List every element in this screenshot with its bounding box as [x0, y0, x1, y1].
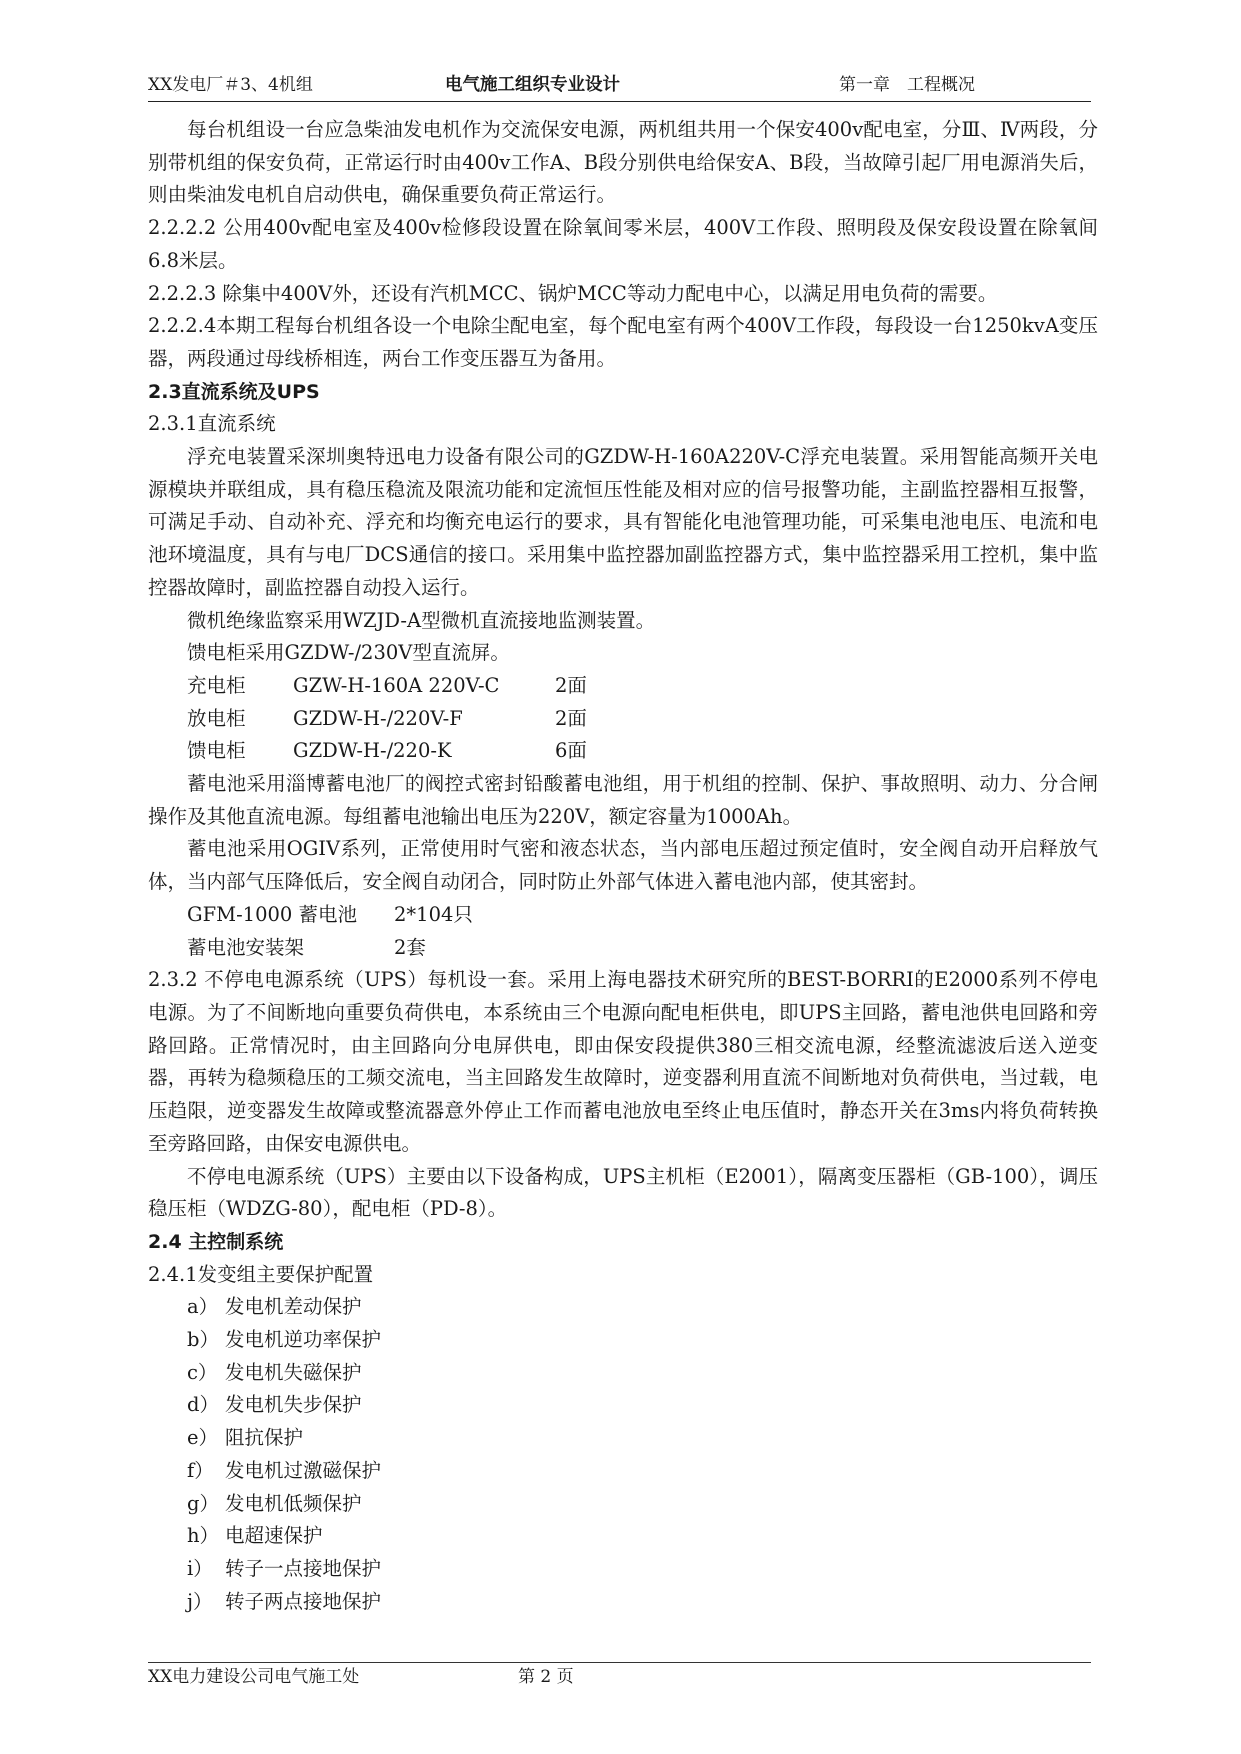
page-footer: [148, 1664, 1091, 1690]
list-marker: j）: [187, 1589, 213, 1613]
header-project: XX发电厂＃3、4机组: [148, 75, 313, 95]
paragraph: 2.3.2 不停电电源系统（UPS）每机设一套。采用上海电器技术研究所的BEST-BORRI的E2000系列不停电电源。为了不间断地向重要负荷供电，本系统由三个电源向配电柜供电，即UPS主回路，蓄电池供电回路和旁路回路。正常情况时，由主回路向分电屏供电，即由保安段提供380三相交流电源，经整流滤波后送入逆变器，再转为稳频稳压的工频交流电，当主回路发生故障时，逆变器利用直流不间断地对负荷供电，当过载，电压趋限，逆变器发生故障或整流器意外停止工作而蓄电池放电至终止电压值时，静态开关在3ms内将负荷转换至旁路回路，由保安电源供电。: [148, 968, 1098, 1155]
section-heading: 2.4 主控制系统: [148, 1230, 284, 1253]
list-marker: a）: [187, 1295, 219, 1319]
list-item: [148, 1357, 1098, 1390]
cabinet-qty: 6面: [555, 739, 587, 763]
cabinet-qty: 2面: [555, 706, 587, 730]
list-marker: i）: [187, 1556, 213, 1580]
list-marker: f）: [187, 1458, 214, 1482]
list-marker: g）: [187, 1491, 219, 1515]
header-title: 电气施工组织专业设计: [445, 75, 620, 95]
list-text: 阻抗保护: [225, 1426, 304, 1450]
list-item: [148, 1422, 1098, 1455]
paragraph: 2.2.2.2 公用400v配电室及400v检修段设置在除氧间零米层，400V工作段、照明段及保安段设置在除氧间6.8米层。: [148, 216, 1098, 272]
cabinet-row: [148, 703, 1098, 736]
paragraph: 每台机组设一台应急柴油发电机作为交流保安电源，两机组共用一个保安400v配电室，分Ⅲ、Ⅳ两段，分别带机组的保安负荷，正常运行时由400v工作A、B段分别供电给保安A、B段，当故障引起厂用电源消失后，则由柴油发电机自启动供电，确保重要负荷正常运行。: [148, 118, 1098, 207]
battery-name: 蓄电池安装架: [187, 935, 305, 959]
battery-qty: 2套: [394, 935, 426, 959]
list-item: [148, 1291, 1098, 1324]
list-text: 发电机差动保护: [225, 1295, 362, 1319]
paragraph: 微机绝缘监察采用WZJD-A型微机直流接地监测装置。: [187, 608, 656, 632]
list-text: 电超速保护: [225, 1524, 323, 1548]
list-text: 发电机逆功率保护: [225, 1328, 382, 1352]
subsection-heading: 2.3.1直流系统: [148, 412, 276, 436]
battery-name: GFM-1000 蓄电池: [187, 902, 357, 926]
cabinet-name: 馈电柜: [187, 739, 246, 763]
list-item: [148, 1389, 1098, 1422]
list-marker: c）: [187, 1360, 218, 1384]
paragraph: 浮充电装置采深圳奥特迅电力设备有限公司的GZDW-H-160A220V-C浮充电装置。采用智能高频开关电源模块并联组成，具有稳压稳流及限流功能和定流恒压性能及相对应的信号报警功能，主副监控器相互报警，可满足手动、自动补充、浮充和均衡充电运行的要求，具有智能化电池管理功能，可采集电池电压、电流和电池环境温度，具有与电厂DCS通信的接口。采用集中监控器加副监控器方式，集中监控器采用工控机，集中监控器故障时，副监控器自动投入运行。: [148, 445, 1098, 599]
list-text: 发电机失步保护: [225, 1393, 362, 1417]
list-marker: d）: [187, 1393, 219, 1417]
section-heading: 2.3直流系统及UPS: [148, 380, 320, 403]
list-marker: e）: [187, 1426, 219, 1450]
list-text: 转子一点接地保护: [225, 1556, 382, 1580]
list-item: [148, 1455, 1098, 1488]
page-number: 第 2 页: [518, 1667, 574, 1687]
paragraph: 馈电柜采用GZDW-/230V型直流屏。: [187, 641, 510, 665]
paragraph: 蓄电池采用淄博蓄电池厂的阀控式密封铅酸蓄电池组，用于机组的控制、保护、事故照明、动力、分合闸操作及其他直流电源。每组蓄电池输出电压为220V，额定容量为1000Ah。: [148, 772, 1098, 828]
list-item: [148, 1324, 1098, 1357]
cabinet-row: [148, 670, 1098, 703]
cabinet-model: GZW-H-160A 220V-C: [293, 673, 500, 697]
list-item: [148, 1488, 1098, 1521]
list-text: 转子两点接地保护: [225, 1589, 382, 1613]
battery-qty: 2*104只: [394, 902, 473, 926]
paragraph: 2.2.2.4本期工程每台机组各设一个电除尘配电室，每个配电室有两个400V工作段，每段设一台1250kvA变压器，两段通过母线桥相连，两台工作变压器互为备用。: [148, 314, 1098, 370]
list-item: [148, 1586, 1098, 1619]
document-body: [148, 114, 1098, 1618]
list-item: [148, 1553, 1098, 1586]
list-text: 发电机低频保护: [225, 1491, 362, 1515]
footer-organization: XX电力建设公司电气施工处: [148, 1667, 360, 1687]
list-marker: h）: [187, 1524, 220, 1548]
page-header: [148, 72, 1091, 98]
header-chapter: 第一章 工程概况: [839, 75, 975, 95]
battery-row: [148, 899, 1098, 932]
subsection-heading: 2.4.1发变组主要保护配置: [148, 1262, 374, 1286]
paragraph: 蓄电池采用OGIV系列，正常使用时气密和液态状态，当内部电压超过预定值时，安全阀自动开启释放气体，当内部气压降低后，安全阀自动闭合，同时防止外部气体进入蓄电池内部，使其密封。: [148, 837, 1098, 894]
cabinet-model: GZDW-H-/220-K: [293, 739, 452, 763]
header-divider: [148, 101, 1091, 102]
cabinet-qty: 2面: [555, 673, 587, 697]
list-text: 发电机过激磁保护: [225, 1458, 382, 1482]
cabinet-row: [148, 735, 1098, 768]
list-text: 发电机失磁保护: [225, 1360, 362, 1384]
footer-divider: [148, 1662, 1091, 1663]
battery-row: [148, 932, 1098, 965]
paragraph: 2.2.2.3 除集中400V外，还设有汽机MCC、锅炉MCC等动力配电中心，以满足用电负荷的需要。: [148, 281, 998, 305]
list-marker: b）: [187, 1328, 219, 1352]
paragraph: 不停电电源系统（UPS）主要由以下设备构成，UPS主机柜（E2001），隔离变压器柜（GB-100），调压稳压柜（WDZG-80），配电柜（PD-8）。: [148, 1164, 1098, 1221]
cabinet-name: 充电柜: [187, 673, 246, 697]
cabinet-name: 放电柜: [187, 706, 246, 730]
cabinet-model: GZDW-H-/220V-F: [293, 706, 463, 730]
list-item: [148, 1520, 1098, 1553]
